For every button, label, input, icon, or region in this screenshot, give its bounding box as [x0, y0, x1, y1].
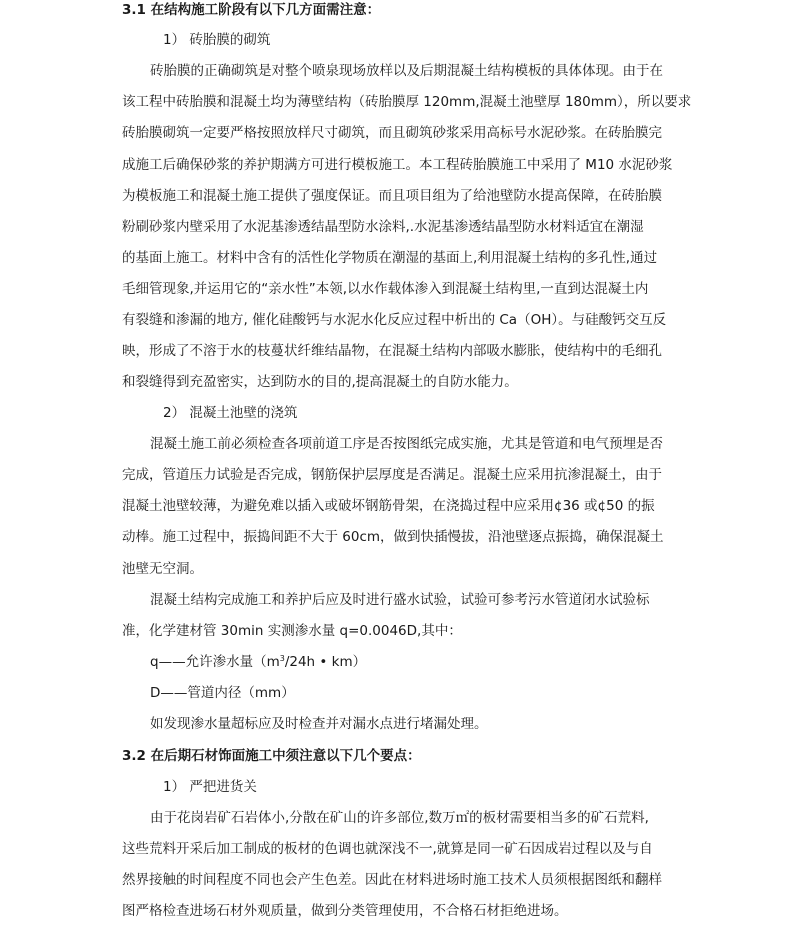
paragraph-line: 粉刷砂浆内壁采用了水泥基渗透结晶型防水涂料,.水泥基渗透结晶型防水材料适宜在潮湿	[122, 219, 644, 235]
paragraph-line: 动棒。施工过程中，振捣间距不大于 60cm，做到快插慢拔，沿池壁逐点振捣，确保混凝土	[122, 529, 664, 545]
paragraph-line: 池壁无空洞。	[122, 561, 203, 577]
paragraph-line: 为模板施工和混凝土施工提供了强度保证。而且项目组为了给池壁防水提高保障，在砖胎膜	[122, 188, 662, 204]
paragraph-line: 毛细管现象,并运用它的“亲水性”本领,以水作载体渗入到混凝土结构里,一直到达混凝土内	[122, 281, 649, 297]
paragraph-line: 如发现渗水量超标应及时检查并对漏水点进行堵漏处理。	[150, 716, 488, 732]
section-3-2-heading: 3.2 在后期石材饰面施工中须注意以下几个要点：	[122, 748, 421, 764]
paragraph-line: 映，形成了不溶于水的枝蔓状纤维结晶物，在混凝土结构内部吸水膨胀，使结构中的毛细孔	[122, 343, 662, 359]
paragraph-line: 成施工后确保砂浆的养护期满方可进行模板施工。本工程砖胎膜施工中采用了 M10 水泥砂浆	[122, 157, 673, 173]
paragraph-line: 准，化学建材管 30min 实测渗水量 q=0.0046D,其中：	[122, 623, 462, 639]
subsection-concrete-wall-title: 2） 混凝土池壁的浇筑	[163, 405, 298, 421]
paragraph-line: 完成，管道压力试验是否完成，钢筋保护层厚度是否满足。混凝土应采用抗渗混凝土，由于	[122, 467, 662, 483]
paragraph-line: 砖胎膜的正确砌筑是对整个喷泉现场放样以及后期混凝土结构模板的具体体现。由于在	[150, 63, 663, 79]
paragraph-line: 图严格检查进场石材外观质量，做到分类管理使用，不合格石材拒绝进场。	[122, 903, 568, 919]
section-3-1-heading: 3.1 在结构施工阶段有以下几方面需注意：	[122, 2, 381, 18]
paragraph-line: 混凝土施工前必须检查各项前道工序是否按图纸完成实施，尤其是管道和电气预埋是否	[150, 436, 663, 452]
definition-q-superscript: 3	[279, 654, 285, 663]
paragraph-line: 这些荒料开采后加工制成的板材的色调也就深浅不一,就算是同一矿石因成岩过程以及与自	[122, 841, 653, 857]
definition-d: D——管道内径（mm）	[150, 685, 295, 701]
paragraph-line: 由于花岗岩矿石岩体小,分散在矿山的许多部位,数万㎡的板材需要相当多的矿石荒料,	[150, 810, 649, 826]
paragraph-line: 混凝土池壁较薄，为避免难以插入或破坏钢筋骨架，在浇捣过程中应采用¢36 或¢50 的振	[122, 498, 655, 514]
subsection-brick-membrane-title: 1） 砖胎膜的砌筑	[163, 32, 271, 48]
paragraph-line: 混凝土结构完成施工和养护后应及时进行盛水试验，试验可参考污水管道闭水试验标	[150, 592, 650, 608]
paragraph-line: 的基面上施工。材料中含有的活性化学物质在潮湿的基面上,利用混凝土结构的多孔性,通过	[122, 250, 658, 266]
subsection-incoming-inspection-title: 1） 严把进货关	[163, 779, 257, 795]
definition-q-unit: /24h • km）	[284, 654, 367, 670]
paragraph-line: 该工程中砖胎膜和混凝土均为薄壁结构（砖胎膜厚 120mm,混凝土池壁厚 180mm），所以要求	[122, 94, 692, 110]
paragraph-line: 和裂缝得到充盈密实，达到防水的目的,提高混凝土的自防水能力。	[122, 374, 518, 390]
paragraph-line: 然界接触的时间程度不同也会产生色差。因此在材料进场时施工技术人员须根据图纸和翻样	[122, 872, 662, 888]
paragraph-line: 砖胎膜砌筑一定要严格按照放样尺寸砌筑，而且砌筑砂浆采用高标号水泥砂浆。在砖胎膜完	[122, 125, 662, 141]
paragraph-line: 有裂缝和渗漏的地方, 催化硅酸钙与水泥水化反应过程中析出的 Ca（OH）。与硅酸钙交互反	[122, 312, 667, 328]
definition-q	[150, 652, 366, 672]
definition-q-text: q——允许渗水量（m	[150, 654, 280, 670]
